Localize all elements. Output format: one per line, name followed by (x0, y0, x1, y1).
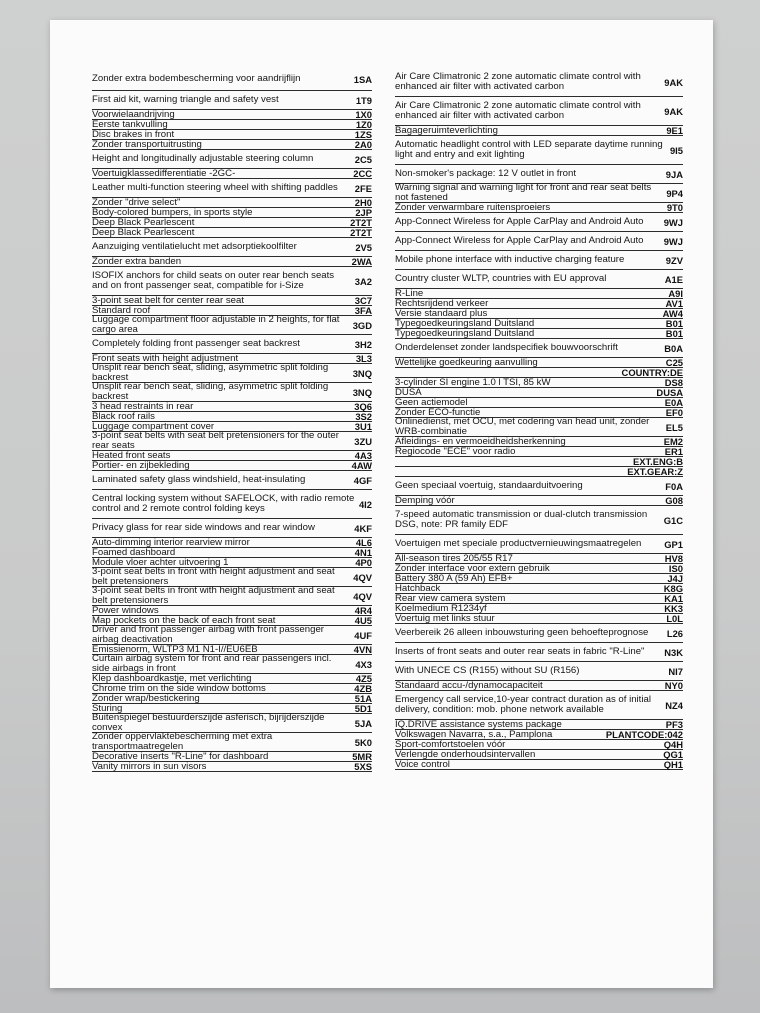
right-option-row (395, 97, 683, 126)
option-description: Zonder verwarmbare ruitensproeiers (395, 201, 551, 213)
option-description: Decorative inserts "R-Line" for dashboard (92, 750, 269, 762)
option-code: 4VN (353, 644, 372, 655)
left-option-row (92, 91, 372, 110)
left-option-row (92, 733, 372, 752)
option-code: 1X0 (355, 109, 372, 120)
option-code: 4UF (354, 629, 372, 641)
right-option-row (395, 760, 683, 770)
right-option-row (395, 378, 683, 388)
left-option-row (92, 257, 372, 267)
option-code: 3C7 (354, 295, 372, 306)
left-option-row (92, 150, 372, 169)
right-option-row (395, 691, 683, 720)
option-code: 2V5 (355, 241, 372, 253)
option-description: Automatic headlight control with LED separate daytime running light and entry and exit lighting (395, 139, 663, 160)
right-option-row (395, 329, 683, 339)
option-code: C25 (665, 357, 683, 368)
option-description: Body-colored bumpers, in sports style (92, 206, 253, 218)
left-option-row (92, 490, 372, 519)
option-code: 4U5 (354, 615, 372, 626)
option-code: G1C (663, 514, 683, 526)
right-option-row (395, 467, 683, 477)
option-code: 2A0 (354, 139, 372, 150)
option-description: Rear view camera system (395, 592, 506, 604)
option-description: Unsplit rear bench seat, sliding, asymmetric split folding backrest (92, 362, 329, 383)
option-code: 4AW (351, 460, 372, 471)
document-page (50, 20, 713, 988)
option-description: Veerbereik 26 alleen inbouwsturing geen behoefteprognose (395, 627, 649, 638)
option-description: Zonder wrap/bestickering (92, 692, 200, 704)
option-code: NZ4 (665, 699, 683, 711)
left-option-row (92, 762, 372, 772)
option-code: 1SA (353, 73, 372, 85)
option-description: Portier- en zijbekleding (92, 459, 190, 471)
option-code: 4A3 (354, 450, 372, 461)
option-description: Leather multi-function steering wheel with shifting paddles (92, 182, 338, 193)
right-option-row (395, 662, 683, 681)
option-code: 9WJ (663, 235, 683, 247)
right-option-row (395, 477, 683, 496)
option-description: Geen actiemodel (395, 396, 468, 408)
left-option-row (92, 461, 372, 471)
option-description: DUSA (395, 386, 422, 398)
option-description: Sturing (92, 702, 123, 714)
option-description: Wettelijke goedkeuring aanvulling (395, 356, 538, 368)
option-code: 2CC (353, 168, 372, 179)
left-option-row (92, 140, 372, 150)
right-option-row (395, 251, 683, 270)
right-option-row (395, 506, 683, 535)
option-description: Chrome trim on the side window bottoms (92, 682, 266, 694)
option-code: PF3 (665, 719, 683, 730)
option-description: Emergency call service,10-year contract duration as of initial delivery, condition: mob. phone network available (395, 694, 651, 715)
option-description: Voertuigen met speciale productvernieuwingsmaatregelen (395, 538, 642, 549)
option-code: 2JP (355, 207, 372, 218)
option-code: 2FE (354, 182, 372, 194)
option-code: G08 (665, 495, 683, 506)
left-option-row (92, 68, 372, 91)
right-option-row (395, 339, 683, 358)
option-description: Battery 380 A (59 Ah) EFB+ (395, 572, 513, 584)
option-code: L0L (666, 613, 683, 624)
option-code: DUSA (656, 387, 683, 398)
option-code: B01 (665, 318, 683, 329)
option-description: Completely folding front passenger seat backrest (92, 338, 300, 349)
option-code: B01 (665, 328, 683, 339)
left-option-row (92, 626, 372, 645)
option-code: DS8 (664, 377, 683, 388)
left-option-row (92, 519, 372, 538)
option-description: Buitenspiegel bestuurderszijde asferisch, bijrijderszijde convex (92, 712, 325, 733)
option-code: 4R4 (354, 605, 372, 616)
option-description: Air Care Climatronic 2 zone automatic climate control with enhanced air filter with activated carbon (395, 100, 641, 121)
option-description: Zonder interface voor extern gebruik (395, 562, 550, 574)
left-option-row (92, 316, 372, 335)
option-code: 4P0 (355, 557, 372, 568)
option-code: NI7 (668, 665, 683, 677)
option-description: Zonder extra bodembescherming voor aandrijflijn (92, 73, 301, 84)
right-column (395, 68, 683, 770)
option-code: QH1 (663, 759, 683, 770)
option-code: EXT.ENG:B (632, 456, 683, 467)
right-option-row (395, 232, 683, 251)
option-description: First aid kit, warning triangle and safety vest (92, 94, 279, 105)
option-description: Aanzuiging ventilatielucht met adsorptiekoolfilter (92, 241, 297, 252)
option-description: Bagageruimteverlichting (395, 124, 498, 136)
option-code: 3Q6 (354, 401, 372, 412)
option-description: Deep Black Pearlescent (92, 226, 195, 238)
option-description: 3 head restraints in rear (92, 400, 194, 412)
option-code: F0A (665, 480, 683, 492)
option-code: 9T0 (666, 202, 683, 213)
option-description: Koelmedium R1234yf (395, 602, 487, 614)
right-option-row (395, 643, 683, 662)
right-option-row (395, 126, 683, 136)
option-description: Verlengde onderhoudsintervallen (395, 748, 536, 760)
option-description: Zonder ECO-functie (395, 406, 481, 418)
option-description: Air Care Climatronic 2 zone automatic climate control with enhanced air filter with activated carbon (395, 71, 641, 92)
option-code: 4QV (353, 590, 372, 602)
left-option-row (92, 655, 372, 674)
right-option-row (395, 184, 683, 203)
left-option-row (92, 267, 372, 296)
option-code: 3L3 (355, 353, 372, 364)
option-code: PLANTCODE:042 (605, 729, 683, 740)
right-option-row (395, 681, 683, 691)
left-column (92, 68, 372, 772)
option-description: Geen speciaal voertuig, standaarduitvoering (395, 480, 583, 491)
option-code: 3H2 (354, 338, 372, 350)
option-description: Heated front seats (92, 449, 171, 461)
option-code: 3U1 (354, 421, 372, 432)
option-code: 3FA (354, 305, 372, 316)
option-code: EL5 (665, 421, 683, 433)
option-description: Privacy glass for rear side windows and rear window (92, 522, 315, 533)
option-code: ER1 (664, 446, 683, 457)
option-code: QG1 (663, 749, 683, 760)
left-option-row (92, 238, 372, 257)
option-description: Luggage compartment cover (92, 420, 215, 432)
option-code: 4QV (353, 571, 372, 583)
option-description: Front seats with height adjustment (92, 352, 239, 364)
option-description: Demping vóór (395, 494, 455, 506)
option-description: Black roof rails (92, 410, 155, 422)
option-description: Auto-dimming interior rearview mirror (92, 536, 250, 548)
option-description: App-Connect Wireless for Apple CarPlay and Android Auto (395, 235, 644, 246)
left-option-row (92, 169, 372, 179)
option-description: Voertuig met links stuur (395, 612, 495, 624)
option-code: 3A2 (354, 275, 372, 287)
option-code: J4J (667, 573, 683, 584)
option-description: Zonder oppervlaktebescherming met extra transportmaatregelen (92, 731, 273, 752)
option-description: ISOFIX anchors for child seats on outer rear bench seats and on front passenger seat, compatible for i-Size (92, 270, 335, 291)
option-description: Power windows (92, 604, 159, 616)
option-description: Klep dashboardkastje, met verlichting (92, 672, 252, 684)
option-description: Inserts of front seats and outer rear seats in fabric "R-Line" (395, 646, 645, 657)
option-code: COUNTRY:DE (621, 367, 683, 378)
option-code: EM2 (663, 436, 683, 447)
option-description: Rechtsrijdend verkeer (395, 297, 489, 309)
left-option-row (92, 432, 372, 451)
option-description: Non-smoker's package: 12 V outlet in front (395, 168, 577, 179)
option-description: Voorwielaandrijving (92, 108, 175, 120)
option-description: Mobile phone interface with inductive charging feature (395, 254, 625, 265)
option-description: Emissienorm, WLTP3 M1 N1-I//EU6EB (92, 643, 258, 655)
option-description: Disc brakes in front (92, 128, 175, 140)
option-code: 9E1 (666, 125, 683, 136)
option-code: 2T2T (350, 217, 372, 228)
left-option-row (92, 471, 372, 490)
option-description: Afleidings- en vermoeidheidsherkenning (395, 435, 566, 447)
option-code: 4KF (354, 522, 372, 534)
option-code: 3NQ (352, 386, 372, 398)
option-description: Standard roof (92, 304, 151, 316)
option-code: 5D1 (354, 703, 372, 714)
option-code: 9P4 (666, 187, 683, 199)
option-code: 9JA (665, 168, 683, 180)
option-description: Standaard accu-/dynamocapaciteit (395, 679, 543, 691)
option-code: 9ZV (665, 254, 683, 266)
option-code: KA1 (664, 593, 683, 604)
option-code: EXT.GEAR:Z (627, 466, 683, 477)
option-description: 3-cylinder SI engine 1.0 l TSI, 85 kW (395, 376, 551, 388)
option-description: 3-point seat belts with seat belt pretensioners for the outer rear seats (92, 430, 339, 451)
option-description: Regiocode "ECE" voor radio (395, 445, 516, 457)
option-code: 1ZS (354, 129, 372, 140)
option-description: Laminated safety glass windshield, heat-insulating (92, 474, 306, 485)
option-description: Foamed dashboard (92, 546, 176, 558)
option-code: 3S2 (355, 411, 372, 422)
option-code: Q4H (663, 739, 683, 750)
option-description: Sport-comfortstoelen vóór (395, 738, 506, 750)
right-option-row (395, 203, 683, 213)
option-code: AW4 (662, 308, 683, 319)
option-description: Luggage compartment floor adjustable in 2 heights, for flat cargo area (92, 314, 340, 335)
option-code: 5JA (354, 717, 372, 729)
option-description: Driver and front passenger airbag with front passenger airbag deactivation (92, 624, 324, 645)
option-description: Zonder "drive select" (92, 196, 181, 208)
option-description: R-Line (395, 287, 424, 299)
option-code: GP1 (664, 538, 683, 550)
left-option-row (92, 587, 372, 606)
option-description: Typegoedkeuringsland Duitsland (395, 317, 535, 329)
option-code: 9WJ (663, 216, 683, 228)
option-code: N3K (664, 646, 683, 658)
option-description: Map pockets on the back of each front seat (92, 614, 276, 626)
option-code: AV1 (665, 298, 683, 309)
option-description: Central locking system without SAFELOCK, with radio remote control and 2 remote control folding keys (92, 493, 355, 514)
option-code: EF0 (665, 407, 683, 418)
option-code: B0A (664, 342, 683, 354)
right-option-row (395, 496, 683, 506)
option-code: 51A (354, 693, 372, 704)
option-code: 2WA (351, 256, 372, 267)
left-option-row (92, 335, 372, 354)
option-code: 9I5 (669, 144, 683, 156)
option-description: All-season tires 205/55 R17 (395, 552, 513, 564)
option-description: Vanity mirrors in sun visors (92, 760, 207, 772)
right-option-row (395, 624, 683, 643)
option-description: Onlinedienst, met OCU, met codering van head unit, zonder WRB-combinatie (395, 416, 650, 437)
option-description: Curtain airbag system for front and rear passengers incl. side airbags in front (92, 653, 332, 674)
option-code: 2C5 (354, 153, 372, 165)
option-code: K8G (663, 583, 683, 594)
option-code: HV8 (664, 553, 683, 564)
option-code: 3ZU (354, 435, 372, 447)
option-code: L26 (666, 627, 683, 639)
option-description: Module vloer achter uitvoering 1 (92, 556, 229, 568)
option-code: 4ZB (354, 683, 372, 694)
option-code: E0A (664, 397, 683, 408)
option-description: 3-point seat belt for center rear seat (92, 294, 244, 306)
option-code: 2H0 (354, 197, 372, 208)
option-code: 4X3 (355, 658, 372, 670)
option-code: A1E (664, 273, 683, 285)
right-option-row (395, 213, 683, 232)
option-description: IQ.DRIVE assistance systems package (395, 718, 562, 730)
option-code: 5K0 (354, 736, 372, 748)
option-description: Zonder transportuitrusting (92, 138, 202, 150)
option-code: 9AK (664, 105, 683, 117)
option-description: 7-speed automatic transmission or dual-clutch transmission DSG, note: PR family EDF (395, 509, 648, 530)
option-description: 3-point seat belts in front with height adjustment and seat belt pretensioners (92, 585, 335, 606)
option-description: Volkswagen Navarra, s.a., Pamplona (395, 728, 553, 740)
option-code: KK3 (664, 603, 683, 614)
option-code: A9I (668, 288, 683, 299)
right-option-row (395, 614, 683, 624)
option-description: Versie standaard plus (395, 307, 488, 319)
option-code: 2T2T (350, 227, 372, 238)
left-option-row (92, 179, 372, 198)
option-code: 4GF (353, 474, 372, 486)
right-option-row (395, 68, 683, 97)
option-description: Unsplit rear bench seat, sliding, asymmetric split folding backrest (92, 381, 329, 402)
option-description: Country cluster WLTP, countries with EU approval (395, 273, 607, 284)
option-code: NY0 (664, 680, 683, 691)
left-option-row (92, 383, 372, 402)
option-description: Deep Black Pearlescent (92, 216, 195, 228)
option-description: With UNECE CS (R155) without SU (R156) (395, 665, 580, 676)
option-description: Hatchback (395, 582, 441, 594)
option-description: Typegoedkeuringsland Duitsland (395, 327, 535, 339)
right-option-row (395, 136, 683, 165)
option-code: 4I2 (358, 498, 372, 510)
option-code: 1T9 (355, 94, 372, 106)
option-code: 3NQ (352, 367, 372, 379)
left-option-row (92, 228, 372, 238)
option-description: 3-point seat belts in front with height adjustment and seat belt pretensioners (92, 566, 335, 587)
option-description: App-Connect Wireless for Apple CarPlay and Android Auto (395, 216, 644, 227)
right-option-row (395, 535, 683, 554)
option-code: 4N1 (354, 547, 372, 558)
option-code: 9AK (664, 76, 683, 88)
option-description: Height and longitudinally adjustable steering column (92, 153, 314, 164)
left-option-row (92, 694, 372, 704)
option-description: Onderdelenset zonder landspecifiek bouwvoorschrift (395, 342, 618, 353)
option-description: Warning signal and warning light for front and rear seat belts not fastened (395, 182, 652, 203)
right-option-row (395, 270, 683, 289)
option-code: IS0 (668, 563, 683, 574)
option-code: 5XS (354, 761, 372, 772)
option-description: Voertuigklassedifferentiatie -2GC- (92, 167, 236, 179)
option-code: 5MR (352, 751, 372, 762)
option-code: 4Z5 (355, 673, 372, 684)
option-code: 4L6 (355, 537, 372, 548)
option-description: Zonder extra banden (92, 255, 182, 267)
right-option-row (395, 418, 683, 437)
option-description: Voice control (395, 758, 450, 770)
option-description: Eerste tankvulling (92, 118, 168, 130)
option-code: 1Z0 (355, 119, 372, 130)
option-code: 3GD (352, 319, 372, 331)
